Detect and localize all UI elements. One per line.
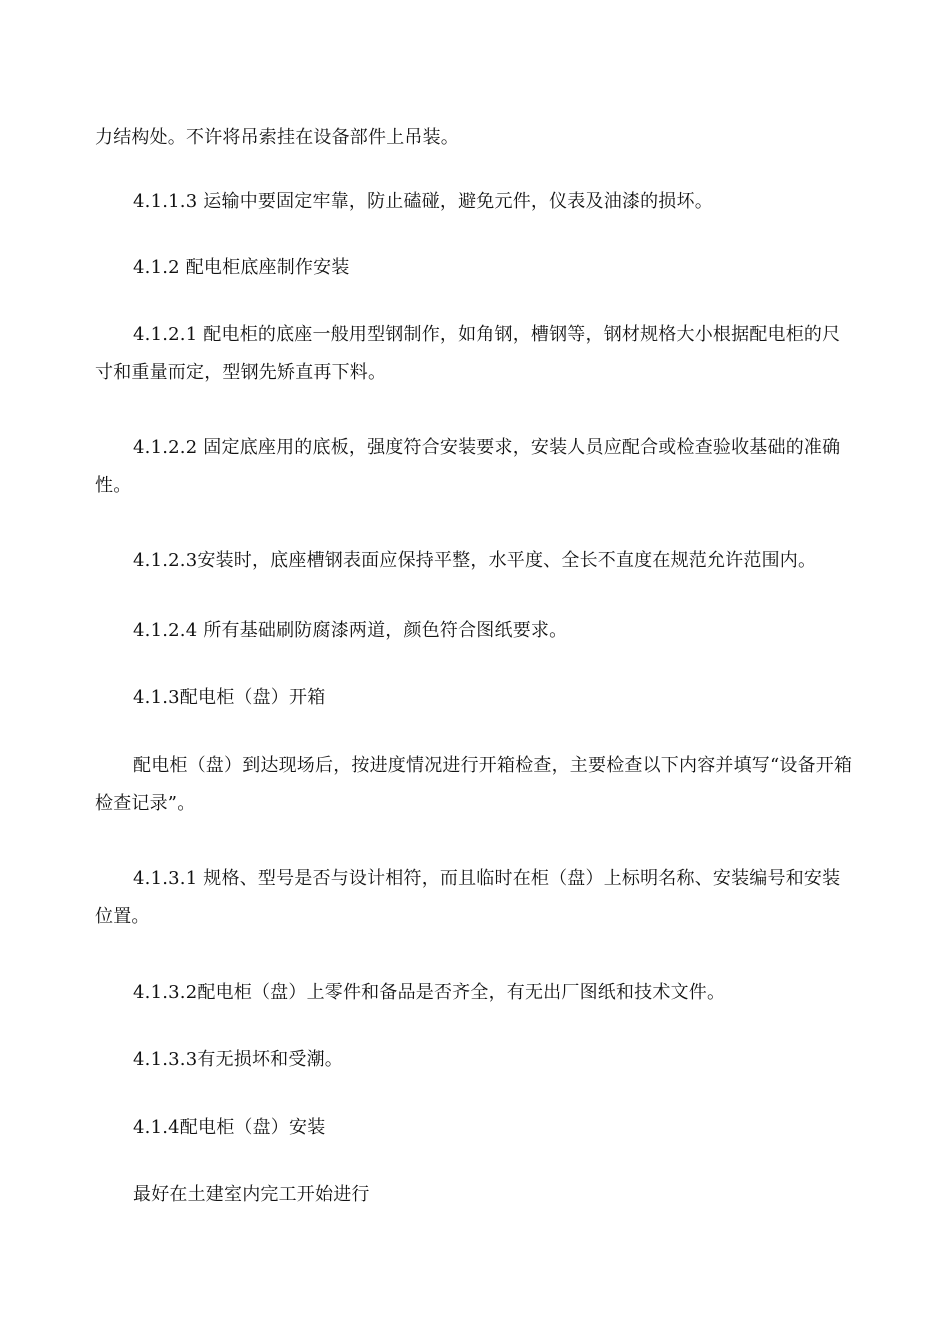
paragraph-11: 4.1.3.2配电柜（盘）上零件和备品是否齐全，有无出厂图纸和技术文件。 bbox=[133, 982, 726, 1003]
paragraph-8: 4.1.3配电柜（盘）开箱 bbox=[133, 687, 326, 708]
paragraph-1: 力结构处。不许将吊索挂在设备部件上吊装。 bbox=[95, 127, 459, 148]
paragraph-4: 4.1.2.1 配电柜的底座一般用型钢制作，如角钢，槽钢等，钢材规格大小根据配电柜的尺寸和重量而定，型钢先矫直再下料。 bbox=[95, 324, 841, 383]
paragraph-13: 4.1.4配电柜（盘）安装 bbox=[133, 1117, 326, 1138]
paragraph-7: 4.1.2.4 所有基础刷防腐漆两道，颜色符合图纸要求。 bbox=[133, 620, 568, 641]
paragraph-14: 最好在土建室内完工开始进行 bbox=[133, 1184, 370, 1205]
paragraph-6: 4.1.2.3安装时，底座槽钢表面应保持平整，水平度、全长不直度在规范允许范围内。 bbox=[133, 550, 817, 571]
paragraph-9: 配电柜（盘）到达现场后，按进度情况进行开箱检查，主要检查以下内容并填写“设备开箱检查记录”。 bbox=[95, 755, 853, 814]
paragraph-12: 4.1.3.3有无损坏和受潮。 bbox=[133, 1049, 343, 1070]
paragraph-5: 4.1.2.2 固定底座用的底板，强度符合安装要求，安装人员应配合或检查验收基础的准确性。 bbox=[95, 437, 841, 496]
paragraph-10: 4.1.3.1 规格、型号是否与设计相符，而且临时在柜（盘）上标明名称、安装编号和安装位置。 bbox=[95, 868, 841, 927]
paragraph-3: 4.1.2 配电柜底座制作安装 bbox=[133, 257, 350, 278]
paragraph-2: 4.1.1.3 运输中要固定牢靠，防止磕碰，避免元件，仪表及油漆的损坏。 bbox=[133, 191, 713, 212]
